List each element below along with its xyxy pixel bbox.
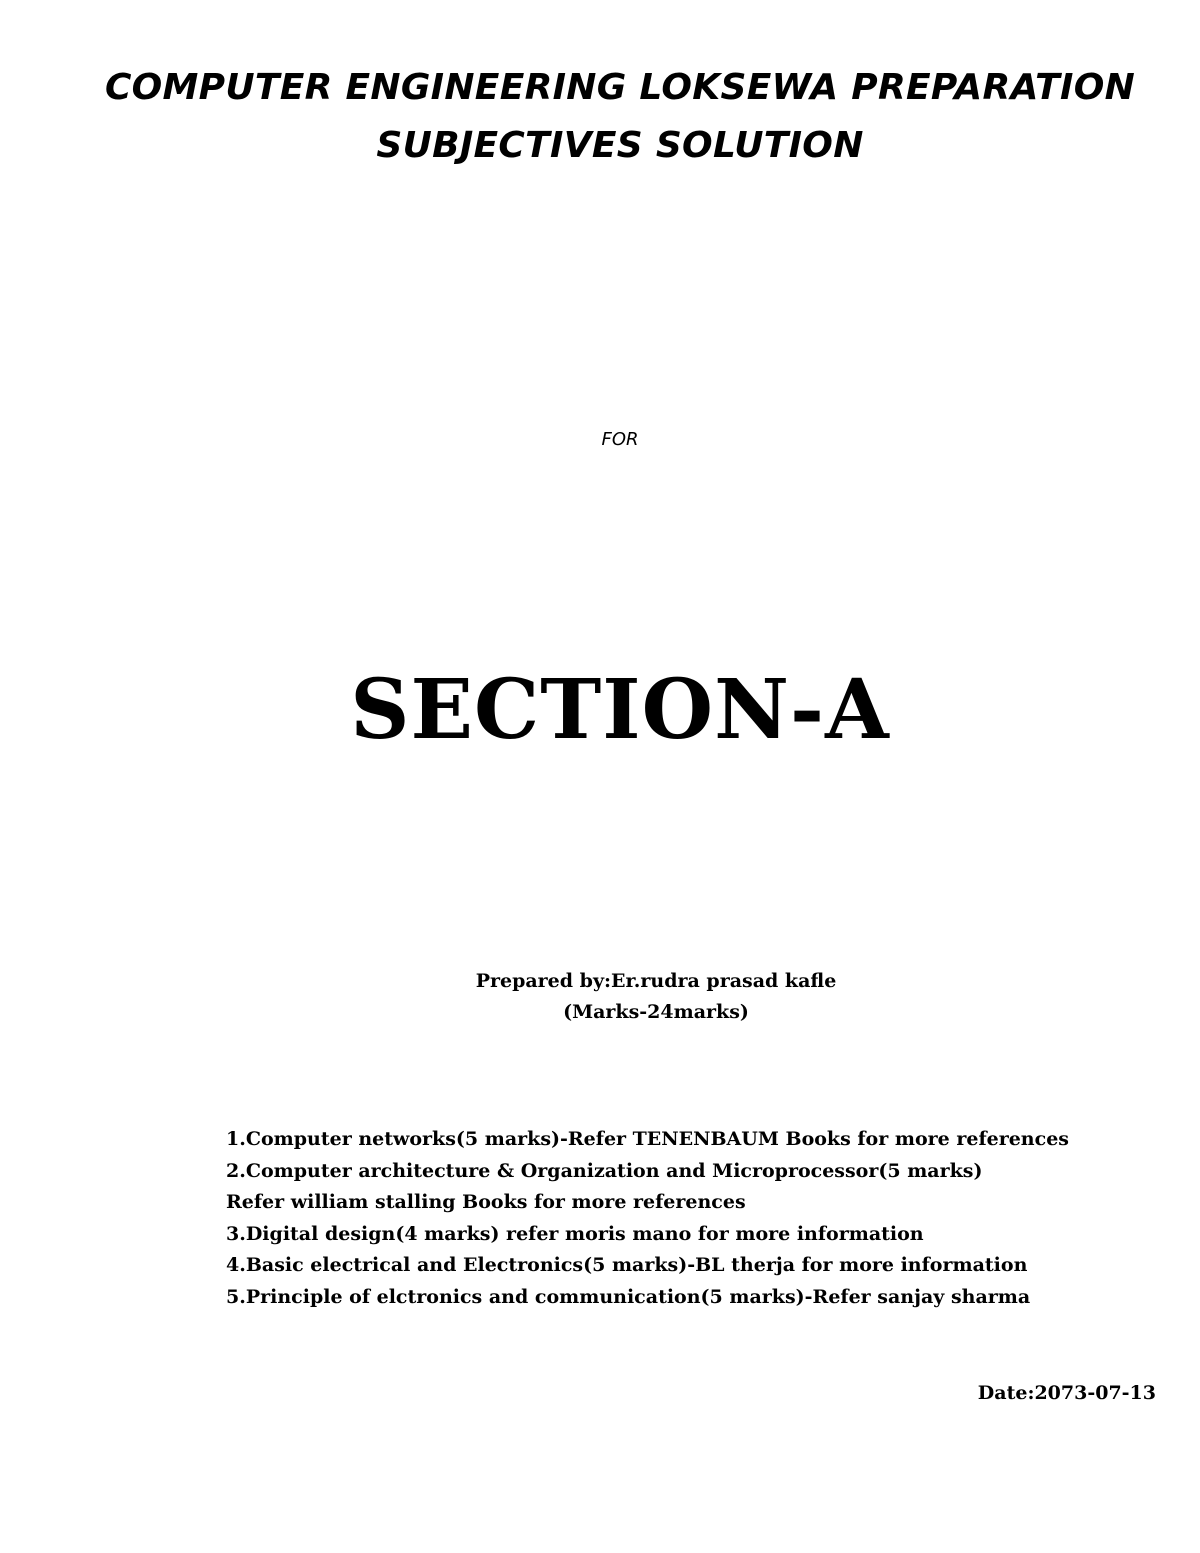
for-label: FOR <box>601 429 639 450</box>
section-heading: SECTION-A <box>350 662 890 758</box>
document-date: Date:2073-07-13 <box>977 1382 1156 1404</box>
document-title-line-1: COMPUTER ENGINEERING LOKSEWA PREPARATION <box>104 67 1136 108</box>
reference-item: Refer william stalling Books for more references <box>226 1191 746 1214</box>
reference-item: 3.Digital design(4 marks) refer moris mano for more information <box>226 1222 924 1245</box>
reference-list <box>226 1124 1126 1314</box>
reference-item: 1.Computer networks(5 marks)-Refer TENENBAUM Books for more references <box>226 1128 1069 1150</box>
reference-item: 5.Principle of elctronics and communication(5 marks)-Refer sanjay sharma <box>226 1285 1031 1308</box>
prepared-by: Prepared by:Er.rudra prasad kafle <box>475 970 837 992</box>
document-title-line-2: SUBJECTIVES SOLUTION <box>376 125 864 166</box>
reference-item: 4.Basic electrical and Electronics(5 marks)-BL therja for more information <box>226 1254 1028 1277</box>
marks-total: (Marks-24marks) <box>563 1001 749 1023</box>
reference-item: 2.Computer architecture & Organization and Microprocessor(5 marks) <box>226 1159 983 1182</box>
